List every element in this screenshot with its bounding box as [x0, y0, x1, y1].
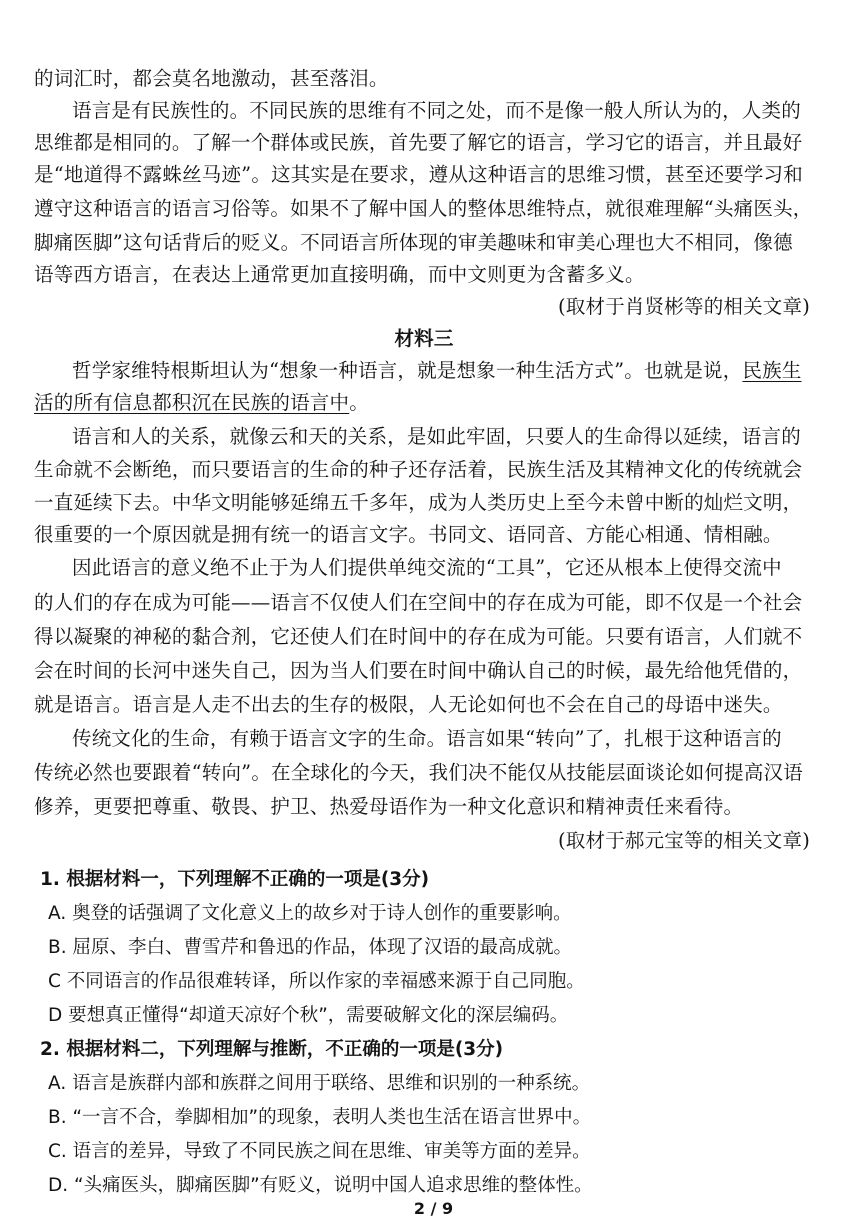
- question-1-option-a: A. 奥登的话强调了文化意义上的故乡对于诗人创作的重要影响。: [48, 903, 572, 924]
- material2-line: 语言是有民族性的。不同民族的思维有不同之处，而不是像一般人所认为的，人类的: [72, 99, 801, 122]
- question-2-option-d: D. “头痛医头，脚痛医脚”有贬义，说明中国人追求思维的整体性。: [48, 1175, 593, 1196]
- material3-line: 很重要的一个原因就是拥有统一的语言文字。书同文、语同音、方能心相通、情相融。: [34, 523, 783, 546]
- material3-line: 得以凝聚的神秘的黏合剂，它还使人们在时间中的存在成为可能。只要有语言，人们就不: [34, 625, 803, 648]
- question-2-option-a: A. 语言是族群内部和族群之间用于联络、思维和识别的一种系统。: [48, 1073, 591, 1094]
- question-2-option-b: B. “一言不合，拳脚相加”的现象，表明人类也生活在语言世界中。: [48, 1107, 592, 1128]
- question-2-stem: 2. 根据材料二，下列理解与推断，不正确的一项是(3分): [40, 1039, 504, 1060]
- material3-line: 的人们的存在成为可能——语言不仅使人们在空间中的存在成为可能，即不仅是一个社会: [34, 591, 803, 614]
- material3-text: 哲学家维特根斯坦认为“想象一种语言，就是想象一种生活方式”。也就是说，: [72, 359, 743, 382]
- material3-line: [72, 354, 814, 388]
- material3-line: 修养，更要把尊重、敬畏、护卫、热爱母语作为一种文化意识和精神责任来看待。: [34, 795, 744, 818]
- material2-line: 遵守这种语言的语言习俗等。如果不了解中国人的整体思维特点，就很难理解“头痛医头，: [34, 197, 813, 220]
- material3-heading: 材料三: [394, 327, 454, 350]
- material3-line: 一直延续下去。中华文明能够延绵五千多年，成为人类历史上至今未曾中断的灿烂文明，: [34, 491, 803, 514]
- underlined-phrase: 民族生: [742, 359, 802, 382]
- question-1-option-c: C 不同语言的作品很难转译，所以作家的幸福感来源于自己同胞。: [48, 971, 585, 992]
- material3-line: 生命就不会断绝，而只要语言的生命的种子还存活着，民族生活及其精神文化的传统就会: [34, 458, 803, 481]
- material3-text: 。: [349, 391, 369, 414]
- material3-line: 传统必然也要跟着“转向”。在全球化的今天，我们决不能仅从技能层面谈论如何提高汉语: [34, 761, 803, 784]
- material2-line: 思维都是相同的。了解一个群体或民族，首先要了解它的语言，学习它的语言，并且最好: [34, 131, 803, 154]
- question-2-option-c: C. 语言的差异，导致了不同民族之间在思维、审美等方面的差异。: [48, 1141, 591, 1162]
- material3-line: 就是语言。语言是人走不出去的生存的极限，人无论如何也不会在自己的母语中迷失。: [34, 693, 783, 716]
- material3-line: [34, 386, 814, 420]
- page-number: 2 / 9: [413, 1199, 454, 1218]
- material3-line: 会在时间的长河中迷失自己，因为当人们要在时间中确认自己的时候，最先给他凭借的，: [34, 659, 803, 682]
- material2-line: 的词汇时，都会莫名地激动，甚至落泪。: [34, 67, 389, 90]
- material3-citation: (取材于郝元宝等的相关文章): [557, 829, 810, 852]
- material2-citation: (取材于肖贤彬等的相关文章): [557, 295, 810, 318]
- material3-line: 因此语言的意义绝不止于为人们提供单纯交流的“工具”，它还从根本上使得交流中: [72, 556, 782, 579]
- material2-line: 语等西方语言，在表达上通常更加直接明确，而中文则更为含蓄多义。: [34, 263, 645, 286]
- material2-line: 脚痛医脚”这句话背后的贬义。不同语言所体现的审美趣味和审美心理也大不相同，像德: [34, 231, 793, 254]
- question-1-option-d: D 要想真正懂得“却道天凉好个秋”，需要破解文化的深层编码。: [48, 1005, 569, 1026]
- material3-line: 语言和人的关系，就像云和天的关系，是如此牢固，只要人的生命得以延续，语言的: [72, 425, 801, 448]
- material2-line: 是“地道得不露蛛丝马迹”。这其实是在要求，遵从这种语言的思维习惯，甚至还要学习和: [34, 163, 803, 186]
- underlined-phrase: 活的所有信息都积沉在民族的语言中: [34, 391, 350, 414]
- material3-line: 传统文化的生命，有赖于语言文字的生命。语言如果“转向”了，扎根于这种语言的: [72, 727, 782, 750]
- question-1-stem: 1. 根据材料一，下列理解不正确的一项是(3分): [40, 869, 430, 890]
- question-1-option-b: B. 屈原、李白、曹雪芹和鲁迅的作品，体现了汉语的最高成就。: [48, 937, 572, 958]
